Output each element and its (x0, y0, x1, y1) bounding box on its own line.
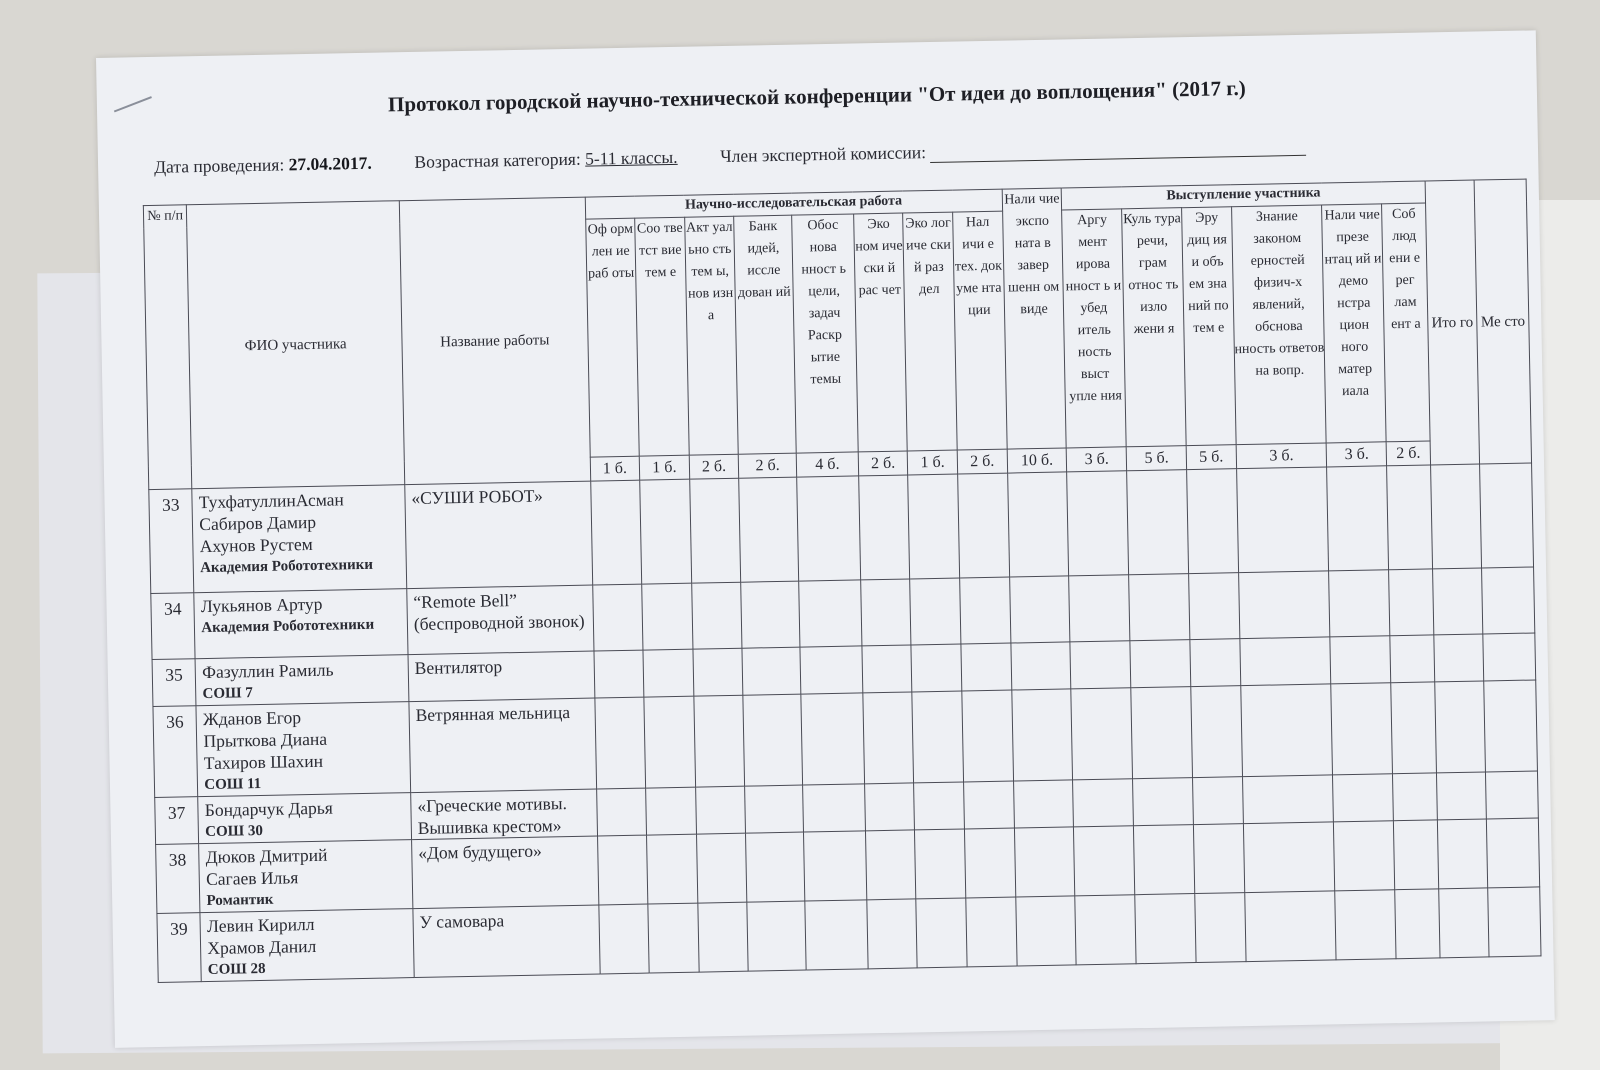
participant-school: СОШ 7 (202, 685, 253, 703)
criterion-points: 1 б. (639, 455, 689, 480)
criterion-points: 2 б. (738, 453, 796, 478)
score-cell[interactable] (960, 577, 1011, 644)
score-cell[interactable] (799, 580, 862, 647)
work-title: Вентилятор (408, 651, 595, 702)
score-cell[interactable] (745, 785, 804, 833)
header-speech-group: Выступление участника (1062, 181, 1426, 210)
criterion-points: 1 б. (590, 456, 640, 481)
header-place: Ме сто (1474, 179, 1531, 464)
criterion-header: Обос нова нност ь цели, задач Раскр ытие темы (792, 214, 858, 453)
participant-name: Левин Кирилл (206, 913, 315, 937)
score-cell[interactable] (644, 696, 695, 788)
score-cell[interactable] (1193, 777, 1243, 825)
score-cell[interactable] (1067, 471, 1129, 576)
work-title: “Remote Bell” (беспроводной звонок) (407, 585, 594, 655)
score-cell[interactable] (861, 579, 912, 646)
score-cell[interactable] (1011, 689, 1073, 781)
header-work: Название работы (399, 197, 590, 485)
row-number: 35 (152, 659, 196, 707)
score-cell[interactable] (961, 643, 1012, 691)
score-cell[interactable] (803, 784, 866, 832)
score-cell[interactable] (797, 476, 861, 581)
header-fio: ФИО участника (187, 201, 405, 489)
score-cell[interactable] (1130, 640, 1191, 688)
criterion-header: Эко лог иче ски й раз дел (903, 212, 957, 451)
participant-name: Сабиров Дамир (199, 511, 317, 535)
score-cell[interactable] (1243, 822, 1335, 893)
score-cell[interactable] (867, 899, 918, 969)
score-cell[interactable] (592, 584, 643, 651)
score-cell[interactable] (1194, 824, 1245, 894)
score-cell[interactable] (1191, 686, 1242, 778)
score-cell[interactable] (1073, 779, 1134, 827)
expert-signature-line[interactable] (930, 141, 1306, 163)
score-cell[interactable] (958, 473, 1010, 578)
score-cell[interactable] (962, 690, 1013, 782)
score-cell[interactable] (1387, 465, 1432, 570)
participant-name: Сагаев Илья (205, 867, 299, 890)
score-cell[interactable] (1335, 890, 1396, 960)
score-cell[interactable] (640, 479, 692, 584)
score-cell[interactable] (695, 786, 745, 834)
criterion-header: Аргу мент ирова нност ь и убед итель ность выст упле ния (1062, 209, 1126, 448)
protocol-table (143, 179, 1542, 983)
score-cell[interactable] (599, 904, 650, 974)
score-cell[interactable] (1391, 682, 1436, 774)
score-cell[interactable] (966, 897, 1017, 967)
row-number: 36 (153, 706, 198, 798)
score-cell[interactable] (1069, 575, 1130, 642)
participant-name: Прыткова Диана (203, 728, 328, 752)
score-cell[interactable] (590, 480, 642, 585)
participant-name: ТухфатуллинАсман (198, 489, 345, 513)
score-cell[interactable] (596, 788, 646, 836)
score-cell[interactable] (1434, 634, 1484, 682)
header-total: Ито го (1425, 180, 1480, 465)
score-cell[interactable] (908, 474, 960, 579)
score-cell[interactable] (1389, 569, 1434, 636)
score-cell[interactable] (741, 581, 800, 648)
score-cell[interactable] (646, 787, 696, 835)
score-cell[interactable] (801, 693, 865, 785)
expert-label: Член экспертной комиссии: (720, 142, 927, 167)
criterion-points: 2 б. (1386, 441, 1430, 466)
score-cell[interactable] (642, 583, 693, 650)
score-cell[interactable] (1070, 641, 1131, 689)
score-cell[interactable] (1438, 888, 1489, 958)
score-cell[interactable] (739, 477, 799, 582)
criterion-points: 5 б. (1126, 446, 1186, 471)
score-cell[interactable] (964, 828, 1015, 898)
score-cell[interactable] (1131, 687, 1193, 779)
score-cell[interactable] (1434, 681, 1485, 773)
score-cell[interactable] (594, 650, 644, 698)
participant-name: Жданов Егор (202, 707, 302, 730)
criterion-points: 3 б. (1327, 442, 1387, 467)
participant-cell (200, 909, 414, 982)
criterion-points: 10 б. (1007, 448, 1067, 473)
row-number: 34 (151, 593, 196, 660)
score-cell[interactable] (1330, 636, 1391, 684)
criterion-header: Эко ном иче ски й рас чет (854, 213, 908, 452)
score-cell[interactable] (863, 692, 914, 784)
score-cell[interactable] (746, 832, 805, 902)
score-cell[interactable] (1334, 821, 1395, 891)
score-cell[interactable] (915, 829, 966, 899)
criterion-points: 5 б. (1186, 445, 1236, 470)
score-cell[interactable] (747, 901, 806, 971)
work-title: «Дом будущего» (411, 836, 598, 909)
score-cell[interactable] (1074, 826, 1135, 896)
criterion-points: 1 б. (908, 450, 958, 475)
score-cell[interactable] (1015, 896, 1076, 966)
score-cell[interactable] (865, 830, 916, 900)
participant-name: Ахунов Рустем (199, 533, 313, 557)
document-title: Протокол городской научно-технической конференции "От идеи до воплощения" (2017 г.) (387, 75, 1246, 117)
score-cell[interactable] (647, 834, 698, 904)
participant-school: СОШ 11 (204, 775, 262, 794)
date-value: 27.04.2017. (288, 152, 372, 175)
score-cell[interactable] (1393, 773, 1437, 821)
score-cell[interactable] (1437, 819, 1488, 889)
score-cell[interactable] (1071, 688, 1133, 780)
criterion-points: 2 б. (689, 454, 739, 479)
score-cell[interactable] (1331, 683, 1393, 775)
score-cell[interactable] (1395, 889, 1440, 959)
score-cell[interactable] (1432, 568, 1483, 635)
criterion-header: Нал ичи е тех. док уме нта ции (953, 211, 1007, 450)
score-cell[interactable] (691, 582, 742, 649)
score-cell[interactable] (1480, 463, 1534, 568)
row-number: 33 (149, 489, 194, 594)
participant-cell (192, 485, 407, 593)
criterion-header: Куль тура речи, грам относ ть изло жени я (1122, 208, 1186, 447)
score-cell[interactable] (1482, 567, 1535, 634)
meta-line (154, 135, 1307, 178)
score-cell[interactable] (800, 646, 863, 694)
score-cell[interactable] (1129, 574, 1190, 641)
criterion-header: Эру диц ия и объ ем зна ний по тем е (1182, 207, 1236, 446)
score-cell[interactable] (1327, 466, 1389, 571)
criterion-header: Соо тве тст вие тем е (635, 217, 689, 456)
score-cell[interactable] (595, 697, 646, 789)
score-cell[interactable] (865, 783, 915, 831)
score-cell[interactable] (912, 691, 963, 783)
score-cell[interactable] (1134, 825, 1195, 895)
score-cell[interactable] (1488, 887, 1541, 957)
score-cell[interactable] (1333, 774, 1394, 822)
score-cell[interactable] (1135, 894, 1196, 964)
criterion-header: Знание законом ерностей физич-х явлений, обснова нность ответов на вопр. (1231, 205, 1326, 445)
score-cell[interactable] (698, 902, 749, 972)
participant-cell (196, 702, 410, 797)
score-cell[interactable] (1189, 573, 1240, 640)
score-cell[interactable] (597, 835, 648, 905)
participant-name: Храмов Данил (207, 935, 317, 959)
score-cell[interactable] (743, 694, 803, 786)
work-title: «СУШИ РОБОТ» (405, 481, 593, 589)
participant-cell (199, 840, 413, 913)
score-cell[interactable] (1187, 469, 1239, 574)
score-cell[interactable] (1240, 684, 1333, 777)
header-research-group: Научно-исследовательская работа (585, 189, 1002, 219)
score-cell[interactable] (916, 898, 967, 968)
score-cell[interactable] (1329, 570, 1390, 637)
score-cell[interactable] (1430, 464, 1482, 569)
score-cell[interactable] (1240, 637, 1332, 686)
score-cell[interactable] (910, 578, 961, 645)
age-value: 5-11 классы. (584, 146, 678, 169)
score-cell[interactable] (1487, 818, 1540, 888)
row-number: 37 (155, 797, 199, 845)
score-cell[interactable] (1236, 467, 1329, 573)
score-cell[interactable] (1013, 780, 1074, 828)
score-cell[interactable] (1242, 775, 1334, 824)
score-cell[interactable] (1238, 571, 1330, 639)
participant-school: СОШ 28 (207, 960, 266, 979)
score-cell[interactable] (1009, 576, 1070, 643)
score-cell[interactable] (1075, 895, 1136, 965)
participant-school: Романтик (206, 891, 274, 910)
criterion-points: 4 б. (796, 452, 858, 477)
criterion-header: Акт уал ьно сть тем ы, нов изн а (684, 216, 738, 455)
criterion-points: 2 б. (858, 451, 908, 476)
criterion-header: Оф орм лен ие раб оты (585, 218, 639, 457)
score-cell[interactable] (689, 478, 741, 583)
score-cell[interactable] (696, 833, 747, 903)
participant-cell (198, 793, 411, 844)
participant-cell (194, 589, 408, 659)
work-title: У самовара (413, 905, 600, 978)
score-cell[interactable] (1390, 635, 1434, 683)
score-cell[interactable] (1436, 772, 1486, 820)
participant-name: Дюков Дмитрий (205, 844, 328, 868)
criterion-points: 3 б. (1067, 447, 1127, 472)
work-title: «Греческие мотивы. Вышивка крестом» (411, 789, 598, 840)
score-cell[interactable] (1190, 639, 1240, 687)
criterion-header: Нали чие презе нтац ий и демо нстра цион ного матер иала (1322, 204, 1386, 443)
participant-school: Академия Робототехники (201, 616, 375, 637)
score-cell[interactable] (1007, 472, 1069, 577)
date-label: Дата проведения: (153, 154, 285, 177)
participant-cell (195, 655, 408, 706)
criterion-header: Соб люд ени е рег лам ент а (1382, 203, 1430, 442)
score-cell[interactable] (964, 781, 1015, 829)
score-cell[interactable] (804, 831, 867, 901)
score-cell[interactable] (862, 645, 912, 693)
participant-name: Фазуллин Рамиль (201, 659, 334, 683)
header-num: № п/п (143, 205, 192, 490)
score-cell[interactable] (1011, 642, 1072, 690)
score-cell[interactable] (643, 649, 693, 697)
score-cell[interactable] (694, 695, 745, 787)
criterion-header: Банк идей, иссле дован ий (734, 215, 796, 454)
participant-school: СОШ 30 (205, 822, 264, 841)
participant-rows (149, 463, 1541, 982)
score-cell[interactable] (859, 475, 911, 580)
score-cell[interactable] (1014, 827, 1075, 897)
score-cell[interactable] (1484, 680, 1537, 772)
score-cell[interactable] (911, 644, 961, 692)
score-cell[interactable] (914, 782, 964, 830)
score-cell[interactable] (1133, 778, 1194, 826)
criterion-points: 2 б. (957, 449, 1007, 474)
score-cell[interactable] (1195, 893, 1246, 963)
row-number: 38 (156, 844, 201, 914)
protocol-sheet (96, 30, 1555, 1047)
score-cell[interactable] (1483, 633, 1536, 681)
score-cell[interactable] (1394, 820, 1439, 890)
participant-name: Лукьянов Артур (200, 593, 323, 617)
score-cell[interactable] (648, 903, 699, 973)
participant-name: Тахиров Шахин (203, 750, 324, 774)
header-exhibit: Нали чие экспо ната в завер шенн ом виде (1002, 188, 1067, 449)
participant-name: Бондарчук Дарья (204, 797, 334, 821)
score-cell[interactable] (1486, 771, 1539, 819)
row-number: 39 (157, 913, 202, 983)
score-cell[interactable] (742, 647, 801, 695)
score-cell[interactable] (805, 900, 868, 970)
work-title: Ветрянная мельница (409, 698, 596, 793)
score-cell[interactable] (1127, 470, 1189, 575)
score-cell[interactable] (1244, 891, 1336, 962)
criterion-points: 3 б. (1236, 443, 1327, 469)
participant-school: Академия Робототехники (199, 556, 374, 577)
score-cell[interactable] (693, 648, 743, 696)
age-label: Возрастная категория: (414, 148, 581, 172)
